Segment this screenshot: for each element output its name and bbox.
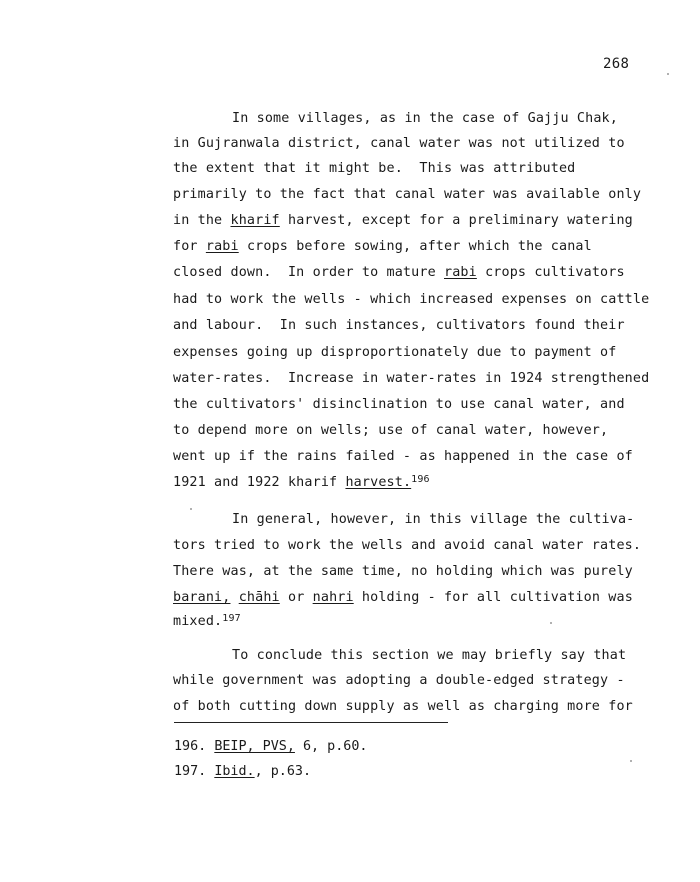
scan-speck [190, 508, 192, 510]
underlined-term: kharif [230, 213, 280, 228]
text-line: to depend more on wells; use of canal water, however, [173, 423, 609, 438]
text-line: the extent that it might be. This was attributed [173, 161, 576, 176]
text-line: for rabi crops before sowing, after which the canal [173, 239, 592, 254]
underlined-term: harvest. [345, 475, 412, 490]
underlined-term: rabi [205, 239, 239, 254]
text-line: In some villages, as in the case of Gajju Chak, [232, 111, 618, 126]
text-line: To conclude this section we may briefly say that [232, 648, 627, 663]
text-line: mixed.$^{197}$ [173, 613, 241, 629]
text-line: the cultivators' disinclination to use canal water, and [173, 397, 625, 412]
footnote: 197. Ibid., p.63. [174, 764, 312, 779]
text-line: There was, at the same time, no holding which was purely [173, 564, 633, 579]
text-line: and labour. In such instances, cultivators found their [173, 318, 625, 333]
text-line: closed down. In order to mature rabi crops cultivators [173, 265, 625, 280]
footnote-ref: 197 [222, 613, 241, 624]
text-line: tors tried to work the wells and avoid canal water rates. [173, 538, 642, 553]
text-line: expenses going up disproportionately due to payment of [173, 345, 617, 360]
underlined-term: nahri [312, 590, 354, 605]
scan-speck [667, 73, 669, 75]
text-line: primarily to the fact that canal water was available only [173, 187, 642, 202]
text-line: in the kharif harvest, except for a preliminary watering [173, 213, 633, 228]
underlined-term: barani, [173, 590, 231, 605]
footnote-source: BEIP, PVS, [214, 739, 295, 754]
text-line: 1921 and 1922 kharif harvest.$^{196}$ [173, 474, 430, 490]
page-number: 268 [603, 56, 630, 72]
text-line: In general, however, in this village the cultiva- [232, 512, 635, 527]
text-line: went up if the rains failed - as happened in the case of [173, 449, 633, 464]
text-line: barani, chāhi or nahri holding - for all cultivation was [173, 590, 633, 605]
underlined-term: chāhi [238, 590, 280, 605]
footnote-source: Ibid. [214, 764, 255, 779]
text-line: of both cutting down supply as well as charging more for [173, 699, 633, 714]
scan-speck [550, 622, 552, 624]
text-line: water-rates. Increase in water-rates in 1924 strengthened [173, 371, 650, 386]
underlined-term: rabi [444, 265, 477, 280]
footnote: 196. BEIP, PVS, 6, p.60. [174, 739, 368, 754]
text-line: had to work the wells - which increased expenses on cattle [173, 292, 650, 307]
text-line: in Gujranwala district, canal water was not utilized to [173, 136, 625, 151]
scan-speck [630, 760, 632, 762]
text-line: while government was adopting a double-edged strategy - [173, 673, 625, 688]
footnote-ref: 196 [411, 474, 430, 485]
footnote-divider [174, 722, 448, 723]
